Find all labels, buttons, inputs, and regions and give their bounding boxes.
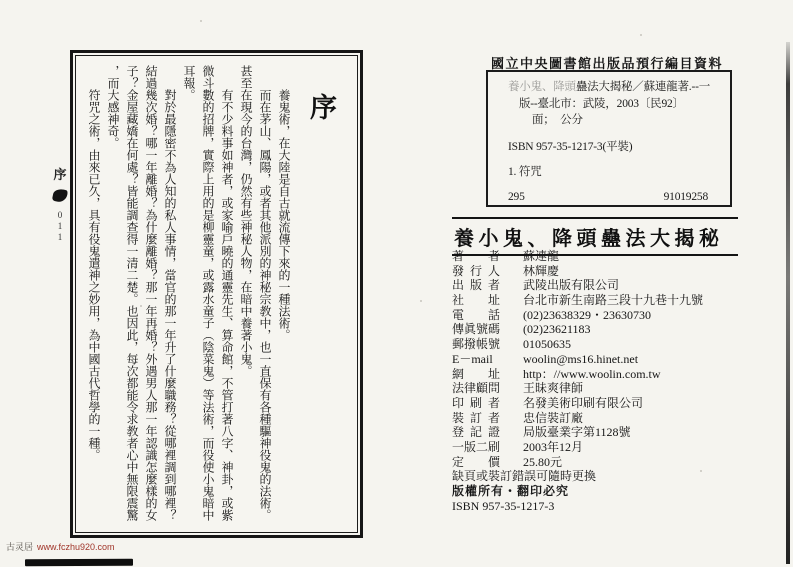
row-value: (02)23621183 — [523, 322, 591, 337]
preface-text — [82, 65, 293, 523]
row-value: 2003年12月 — [523, 439, 584, 454]
cip-subject-line: 1. 符咒 — [508, 166, 542, 178]
colophon-row — [452, 367, 774, 382]
cip-imprint-line: 版--臺北市：武陵，2003〔民92〕 — [519, 97, 684, 110]
row-value: 局版臺業字第1128號 — [523, 425, 631, 440]
row-value: 林輝慶 — [523, 263, 560, 278]
row-label: 法律顧問 — [452, 381, 501, 396]
colophon-row — [452, 278, 774, 293]
cip-title-rest: 蠱法大揭秘／蘇連龍著.--一 — [575, 81, 711, 93]
scan-edge-streak — [786, 42, 790, 564]
row-label: 著 者 — [452, 249, 501, 263]
row-value: 蘇連龍 — [523, 249, 560, 263]
book-title: 養小鬼、降頭蠱法大揭秘 — [454, 228, 724, 250]
row-value: 王昧爽律師 — [523, 381, 584, 396]
scan-speck — [700, 470, 702, 472]
watermark-url: www.fczhu920.com — [37, 542, 115, 552]
left-margin-column — [50, 164, 70, 243]
preface-paragraph: 養鬼術，在大陸是自古就流傳下來的一種法術。 — [277, 89, 291, 341]
colophon-row — [452, 455, 774, 470]
row-label: 郵撥帳號 — [452, 337, 501, 352]
colophon — [452, 249, 774, 513]
row-label: 出 版 者 — [452, 278, 501, 293]
row-value: 台北市新生南路三段十九巷十九號 — [523, 293, 704, 308]
colophon-row — [452, 264, 774, 279]
scan-speck — [200, 20, 202, 22]
cip-box — [486, 70, 732, 207]
row-label: 印 刷 者 — [452, 395, 501, 410]
row-label: 發 行 人 — [452, 263, 501, 278]
colophon-row — [452, 293, 774, 308]
preface-paragraph: 而在茅山、鳳陽，或者其他派別的神秘宗教中，也一直保有各種驅神役鬼的法術。甚至在現今的台灣，仍然有些神秘人物，在暗中養著小鬼。 — [239, 65, 272, 521]
colophon-row — [452, 381, 774, 396]
scan-artifact-bar — [25, 559, 133, 567]
row-value: 名發美術印刷有限公司 — [523, 395, 644, 410]
row-label: 定 價 — [452, 454, 501, 469]
cip-record-number: 91019258 — [663, 190, 708, 203]
cip-title-faded-part: 養小鬼、降頭 — [508, 81, 576, 93]
cip-title-line — [508, 79, 722, 96]
scan-speck — [420, 300, 422, 302]
preface-paragraph: 符咒之術，由來已久，具有役鬼遣神之妙用，為中國古代哲學的一種。 — [87, 89, 101, 461]
colophon-row — [452, 396, 774, 411]
preface-title: 序 — [310, 93, 337, 123]
row-value: 01050635 — [523, 337, 571, 352]
row-label: E－mail — [452, 351, 493, 366]
row-label: 電 話 — [452, 307, 501, 322]
page-number — [50, 210, 70, 243]
watermark — [6, 542, 115, 552]
row-label: 一版二刷 — [452, 439, 501, 454]
cip-numbers-line — [508, 189, 722, 206]
cip-collation-line: 面； 公分 — [532, 114, 583, 126]
row-label: 裝 訂 者 — [452, 410, 501, 425]
scan-speck — [140, 305, 142, 307]
colophon-row — [452, 308, 774, 323]
isbn-footer: ISBN 957-35-1217-3 — [452, 498, 555, 513]
watermark-site-name: 古灵居 — [6, 542, 34, 552]
page-number-digit: 0 — [57, 210, 63, 220]
cip-header: 國立中央圖書館出版品預行編目資料 — [491, 56, 724, 71]
preface-paragraph: 對於最隱密不為人知的私人事情，當官的那一年升了什麼職務？從哪裡調到哪裡？結過幾次婚？哪一年離婚？為什麼離婚？那一年再婚？外遇男人那一年認識怎麼樣的女子？金屋藏嬌在何處？皆能調查得一清二楚。也因此，每次都能令求教者心中無限震驚，而大感神奇。 — [106, 65, 177, 521]
cip-class-number: 295 — [508, 190, 525, 203]
row-value: 忠信裝訂廠 — [523, 410, 584, 425]
copyright-notice: 版權所有・翻印必究 — [452, 484, 570, 498]
row-value: 武陵出版有限公司 — [523, 278, 620, 293]
row-value: http：//www.woolin.com.tw — [523, 366, 661, 381]
cip-isbn-line: ISBN 957-35-1217-3(平裝) — [508, 140, 633, 153]
row-value: 25.80元 — [523, 454, 563, 469]
colophon-row — [452, 411, 774, 426]
preface-inner-frame — [75, 55, 358, 533]
margin-section-label: 序 — [53, 167, 67, 182]
row-label: 社 址 — [452, 293, 501, 308]
preface-frame — [70, 50, 363, 538]
page-number-digit: 1 — [57, 221, 63, 231]
row-label: 傳眞號碼 — [452, 322, 501, 337]
scan-speck — [640, 34, 642, 36]
row-label: 網 址 — [452, 366, 501, 381]
colophon-row — [452, 337, 774, 352]
colophon-row — [452, 249, 774, 264]
colophon-row — [452, 425, 774, 440]
row-value: (02)23638329・23630730 — [523, 307, 651, 322]
brush-mark-ornament — [52, 188, 68, 204]
colophon-row — [452, 440, 774, 455]
colophon-note: 缺頁或裝訂錯誤可隨時更換 — [452, 469, 597, 484]
preface-paragraph: 有不少料事如神者，或家喻戶曉的通靈先生、算命館，不管打著八字、神卦，或紫微斗數的招牌，實際上用的是柳靈童，或露水童子（陰菜鬼）等法術，而役使小鬼暗中耳報。 — [182, 65, 234, 521]
row-label: 登 記 證 — [452, 425, 501, 440]
row-value: woolin@ms16.hinet.net — [523, 351, 639, 366]
colophon-row — [452, 322, 774, 337]
page-number-digit: 1 — [57, 232, 63, 242]
colophon-row — [452, 352, 774, 367]
